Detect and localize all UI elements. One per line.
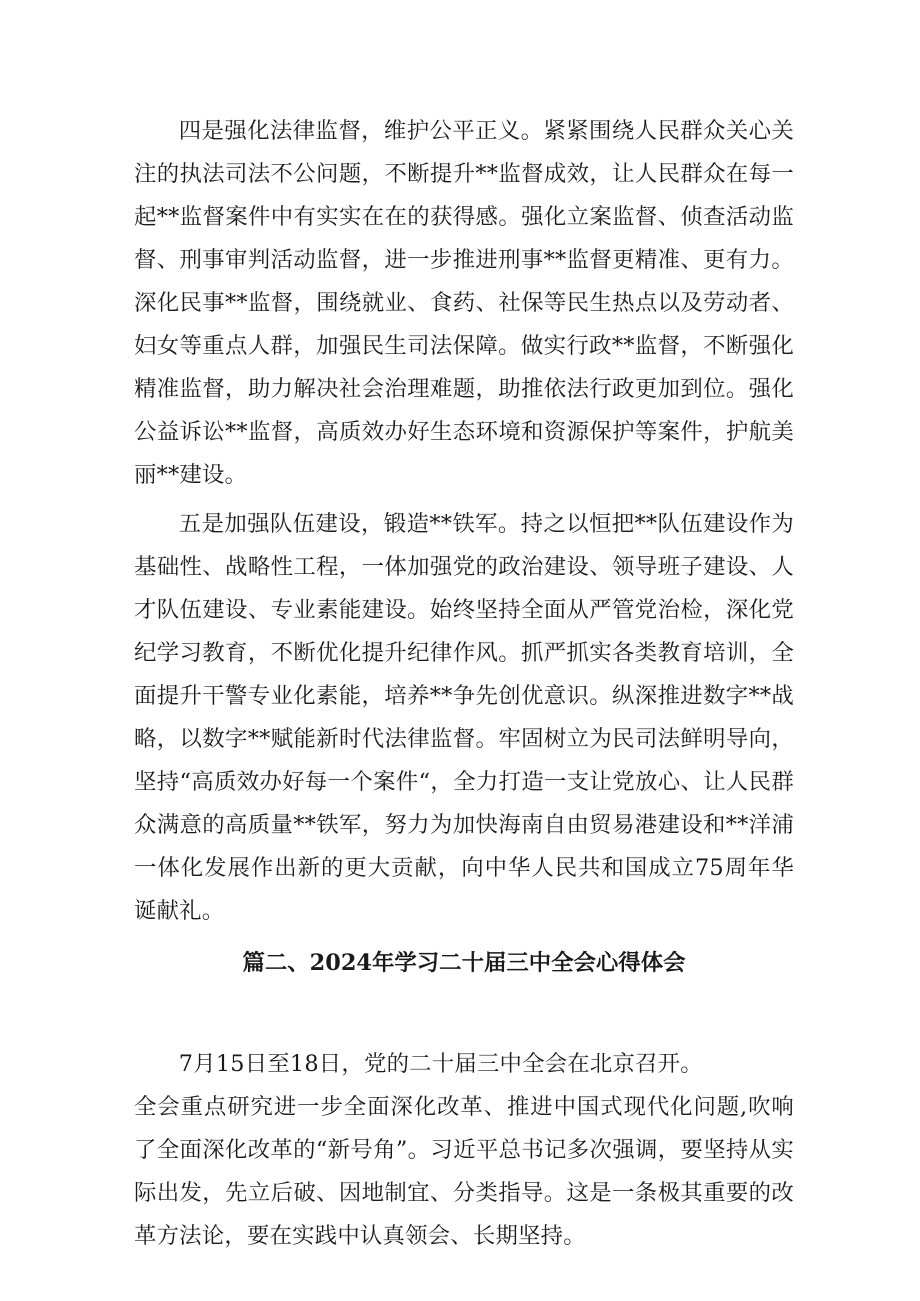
document-page [134, 110, 794, 1258]
section2-body: 全会重点研究进一步全面深化改革、推进中国式现代化问题,吹响了全面深化改革的“新号角”。习近平总书记多次强调，要坚持从实际出发，先立后破、因地制宜、分类指导。这是一条极其重要的改革方法论，要在实践中认真领会、长期坚持。 [134, 1094, 794, 1249]
section2-first-line: 7月15日至18日，党的二十届三中全会在北京召开。 [178, 1051, 703, 1077]
section-heading: 篇二、2024年学习二十届三中全会心得体会 [242, 950, 686, 976]
paragraph-four: 四是强化法律监督，维护公平正义。紧紧围绕人民群众关心关注的执法司法不公问题，不断提升**监督成效，让人民群众在每一起**监督案件中有实实在在的获得感。强化立案监督、侦查活动监督、刑事审判活动监督，进一步推进刑事**监督更精准、更有力。深化民事**监督，围绕就业、食药、社保等民生热点以及劳动者、妇女等重点人群，加强民生司法保障。做实行政**监督，不断强化精准监督，助力解决社会治理难题，助推依法行政更加到位。强化公益诉讼**监督，高质效办好生态环境和资源保护等案件，护航美丽**建设。 [134, 118, 794, 488]
section2-paragraph [134, 1043, 794, 1258]
section-spacer [134, 987, 794, 1043]
paragraph-five: 五是加强队伍建设，锻造**铁军。持之以恒把**队伍建设作为基础性、战略性工程，一体加强党的政治建设、领导班子建设、人才队伍建设、专业素能建设。始终坚持全面从严管党治检，深化党纪学习教育，不断优化提升纪律作风。抓严抓实各类教育培训，全面提升干警专业化素能，培养**争先创优意识。纵深推进数字**战略，以数字**赋能新时代法律监督。牢固树立为民司法鲜明导向，坚持“高质效办好每一个案件“，全力打造一支让党放心、让人民群众满意的高质量**铁军，努力为加快海南自由贸易港建设和**洋浦一体化发展作出新的更大贡献，向中华人民共和国成立75周年华诞献礼。 [134, 511, 794, 924]
